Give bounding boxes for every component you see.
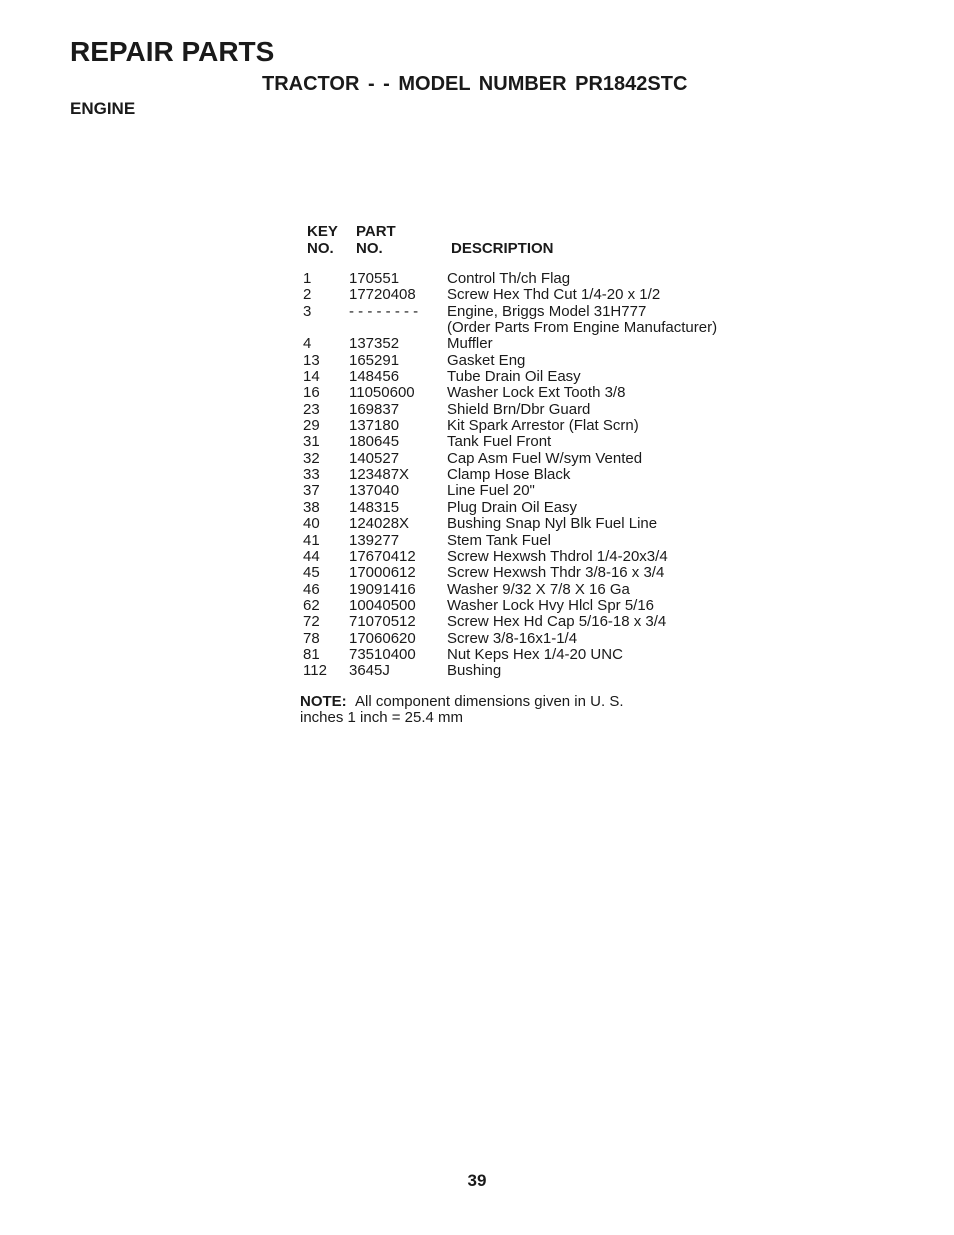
table-row (303, 434, 753, 450)
part-no-cell: 180645 (349, 433, 400, 451)
table-row (303, 287, 753, 303)
table-row (303, 369, 753, 385)
table-row (303, 565, 753, 581)
key-no-cell: 16 (303, 384, 320, 402)
part-no-cell: 73510400 (349, 645, 416, 663)
note-line-1: All component dimensions given in U. S. (355, 693, 624, 710)
part-no-cell: 148315 (349, 498, 400, 516)
dimension-note (300, 694, 624, 726)
key-no-cell: 44 (303, 547, 320, 565)
table-row (303, 549, 753, 565)
description-cell: Line Fuel 20" (447, 482, 535, 500)
description-cell: Screw Hexwsh Thdr 3/8-16 x 3/4 (447, 564, 665, 582)
key-no-cell: 1 (303, 270, 312, 287)
key-no-cell: 32 (303, 449, 320, 467)
part-no-cell: - - - - - - - - (349, 302, 419, 320)
key-no-cell: 72 (303, 613, 320, 631)
table-row (303, 353, 753, 369)
description-cell: Muffler (447, 335, 493, 353)
parts-list (303, 271, 753, 680)
key-no-cell: 3 (303, 302, 312, 320)
part-no-cell: 71070512 (349, 613, 416, 631)
description-cell: Stem Tank Fuel (447, 531, 551, 549)
part-no-cell: 148456 (349, 368, 400, 386)
part-no-cell: 140527 (349, 449, 400, 467)
key-no-cell: 45 (303, 564, 320, 582)
table-row (303, 483, 753, 499)
column-header-key-no (307, 223, 338, 257)
table-row (303, 320, 753, 336)
description-cell: Gasket Eng (447, 351, 526, 369)
key-no-cell: 112 (303, 662, 327, 680)
description-cell: Bushing (447, 662, 502, 680)
part-no-cell: 17000612 (349, 564, 416, 582)
part-no-cell: 10040500 (349, 596, 416, 614)
description-cell: Screw Hex Thd Cut 1/4-20 x 1/2 (447, 286, 661, 304)
description-cell: Tube Drain Oil Easy (447, 368, 581, 386)
column-header-description: DESCRIPTION (451, 240, 554, 257)
description-cell: Screw Hex Hd Cap 5/16-18 x 3/4 (447, 613, 667, 631)
part-no-cell: 17670412 (349, 547, 416, 565)
description-cell: Bushing Snap Nyl Blk Fuel Line (447, 515, 658, 533)
part-no-cell: 137180 (349, 417, 400, 435)
column-header-part-line2: NO. (356, 240, 383, 257)
key-no-cell: 14 (303, 368, 320, 386)
part-no-cell: 170551 (349, 270, 400, 287)
description-cell: Screw 3/8-16x1-1/4 (447, 629, 578, 647)
table-row (303, 663, 753, 679)
part-no-cell: 165291 (349, 351, 400, 369)
key-no-cell: 23 (303, 400, 320, 418)
part-no-cell: 169837 (349, 400, 400, 418)
table-row (303, 533, 753, 549)
page-number: 39 (467, 1171, 487, 1190)
table-row (303, 336, 753, 352)
part-no-cell: 3645J (349, 662, 390, 680)
description-cell: Screw Hexwsh Thdrol 1/4-20x3/4 (447, 547, 668, 565)
description-cell: Shield Brn/Dbr Guard (447, 400, 591, 418)
description-cell: Washer 9/32 X 7/8 X 16 Ga (447, 580, 630, 598)
description-cell: Cap Asm Fuel W/sym Vented (447, 449, 643, 467)
column-header-key-line2: NO. (307, 240, 334, 257)
key-no-cell: 40 (303, 515, 320, 533)
part-no-cell: 17060620 (349, 629, 416, 647)
table-row (303, 614, 753, 630)
part-no-cell: 19091416 (349, 580, 416, 598)
part-no-cell: 123487X (349, 466, 410, 484)
table-row (303, 304, 753, 320)
description-cell: Tank Fuel Front (447, 433, 552, 451)
table-row (303, 451, 753, 467)
key-no-cell: 33 (303, 466, 320, 484)
note-label: NOTE: (300, 693, 347, 710)
key-no-cell: 38 (303, 498, 320, 516)
part-no-cell: 17720408 (349, 286, 416, 304)
model-subtitle: TRACTOR - - MODEL NUMBER PR1842STC (262, 73, 688, 95)
table-row (303, 598, 753, 614)
table-row (303, 582, 753, 598)
key-no-cell: 37 (303, 482, 320, 500)
description-cell: Kit Spark Arrestor (Flat Scrn) (447, 417, 639, 435)
part-no-cell: 137040 (349, 482, 400, 500)
description-cell: Engine, Briggs Model 31H777 (447, 302, 647, 320)
column-header-key-line1: KEY (307, 223, 338, 240)
description-cell: Washer Lock Ext Tooth 3/8 (447, 384, 626, 402)
table-row (303, 516, 753, 532)
description-cell: Washer Lock Hvy Hlcl Spr 5/16 (447, 596, 655, 614)
key-no-cell: 81 (303, 645, 320, 663)
table-row (303, 385, 753, 401)
key-no-cell: 62 (303, 596, 320, 614)
description-cell: Nut Keps Hex 1/4-20 UNC (447, 645, 623, 663)
description-cell: (Order Parts From Engine Manufacturer) (447, 319, 718, 337)
part-no-cell: 124028X (349, 515, 410, 533)
note-line-2: inches 1 inch = 25.4 mm (300, 709, 464, 726)
key-no-cell: 29 (303, 417, 320, 435)
key-no-cell: 2 (303, 286, 312, 304)
table-row (303, 500, 753, 516)
table-row (303, 271, 753, 287)
table-row (303, 631, 753, 647)
key-no-cell: 78 (303, 629, 320, 647)
part-no-cell: 11050600 (349, 384, 415, 402)
column-header-part-line1: PART (356, 223, 396, 240)
section-heading: ENGINE (70, 99, 136, 118)
key-no-cell: 31 (303, 433, 320, 451)
description-cell: Control Th/ch Flag (447, 270, 571, 287)
part-no-cell: 139277 (349, 531, 400, 549)
page-title: REPAIR PARTS (70, 36, 275, 67)
key-no-cell: 41 (303, 531, 320, 549)
table-row (303, 402, 753, 418)
column-header-part-no (356, 223, 396, 257)
table-row (303, 418, 753, 434)
description-cell: Plug Drain Oil Easy (447, 498, 578, 516)
key-no-cell: 13 (303, 351, 320, 369)
table-row (303, 647, 753, 663)
key-no-cell: 46 (303, 580, 320, 598)
description-cell: Clamp Hose Black (447, 466, 571, 484)
table-row (303, 467, 753, 483)
key-no-cell: 4 (303, 335, 312, 353)
part-no-cell: 137352 (349, 335, 400, 353)
